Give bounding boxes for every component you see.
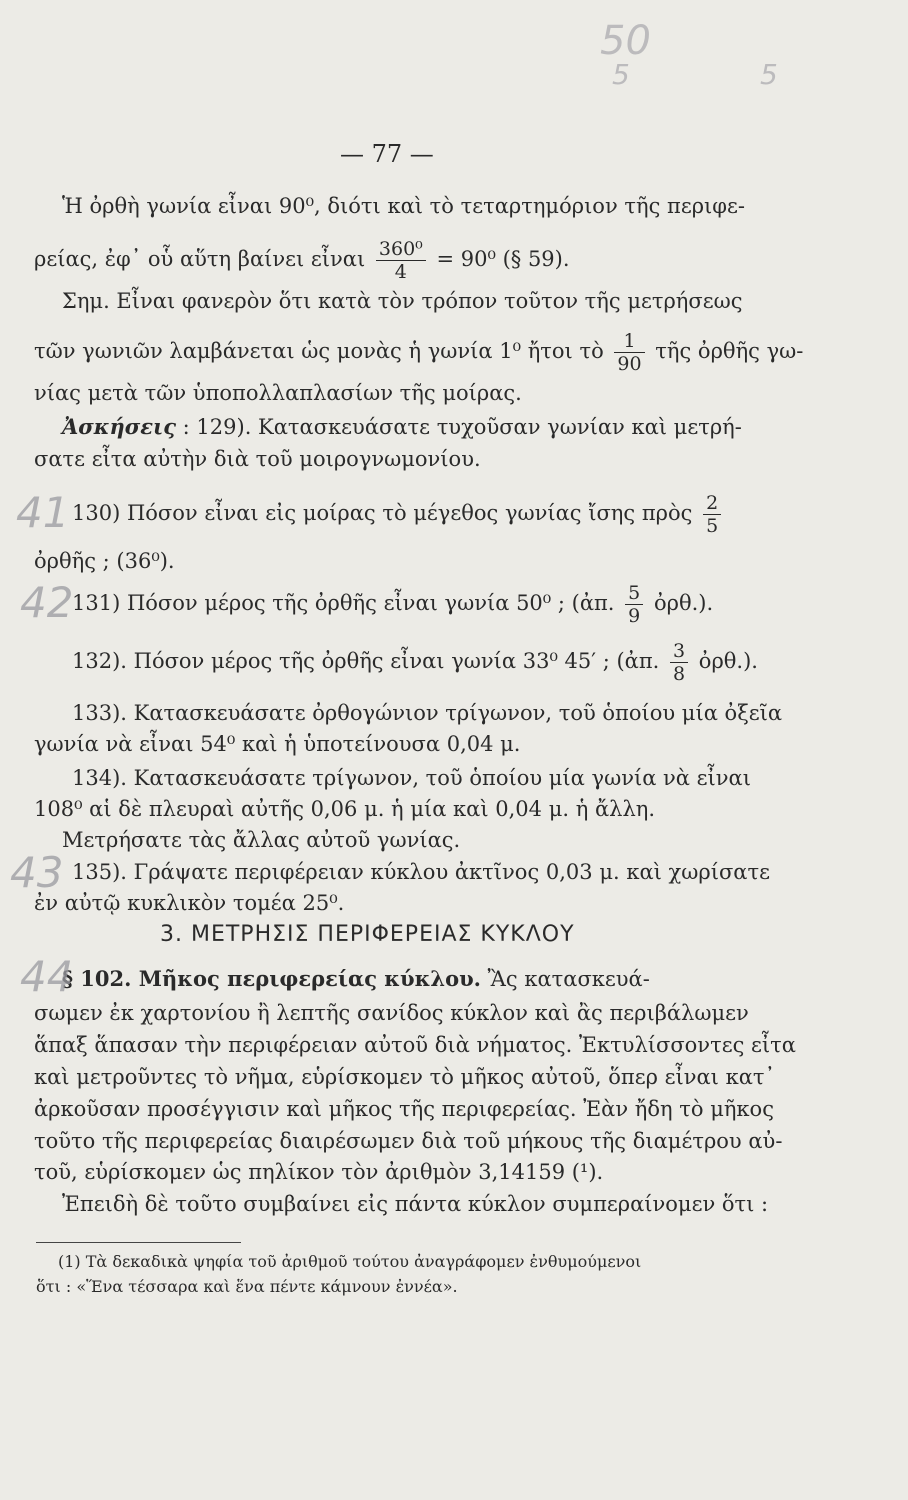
text-line: Ἡ ὀρθὴ γωνία εἶναι 90⁰, διότι καὶ τὸ τεταρτημόριον τῆς περιφε-	[62, 194, 745, 218]
margin-note: 41	[16, 488, 70, 537]
text-line	[34, 238, 570, 283]
fraction	[625, 582, 643, 627]
text-span: 132). Πόσον μέρος τῆς ὀρθῆς εἶναι γωνία 33⁰ 45′ ; (ἀπ.	[72, 649, 660, 673]
text-span: 130) Πόσον εἶναι εἰς μοίρας τὸ μέγεθος γωνίας ἴσης πρὸς	[72, 501, 693, 525]
text-span: = 90⁰ (§ 59).	[436, 247, 570, 271]
fraction-denominator: 5	[706, 515, 719, 537]
section-heading: § 102. Μῆκος περιφερείας κύκλου.	[62, 966, 481, 991]
text-line: τοῦ, εὑρίσκομεν ὡς πηλίκον τὸν ἀριθμὸν 3,14159 (¹).	[34, 1160, 604, 1184]
fraction	[703, 492, 721, 537]
margin-note: 42	[20, 578, 74, 627]
text-line: ὀρθῆς ; (36⁰).	[34, 549, 175, 573]
text-line: Ἐπειδὴ δὲ τοῦτο συμβαίνει εἰς πάντα κύκλον συμπεραίνομεν ὅτι :	[62, 1192, 769, 1216]
fraction	[376, 238, 426, 283]
text-line: ἐν αὐτῷ κυκλικὸν τομέα 25⁰.	[34, 891, 345, 915]
text-line: τοῦτο τῆς περιφερείας διαιρέσωμεν διὰ τοῦ μήκους τῆς διαμέτρου αὐ-	[34, 1129, 783, 1153]
corner-mark: 5	[760, 58, 778, 91]
text-line	[72, 582, 713, 627]
fraction-numerator: 3	[670, 640, 688, 663]
text-line: 133). Κατασκευάσατε ὀρθογώνιον τρίγωνον, τοῦ ὁποίου μία ὀξεῖα	[72, 701, 783, 725]
footnote-rule	[36, 1242, 241, 1243]
text-span: Ἂς κατασκευά-	[487, 967, 650, 991]
fraction	[670, 640, 688, 685]
margin-note: 43	[10, 848, 64, 897]
text-line: Σημ. Εἶναι φανερὸν ὅτι κατὰ τὸν τρόπον τοῦτον τῆς μετρήσεως	[62, 289, 743, 313]
text-line	[72, 492, 725, 537]
text-span: 131) Πόσον μέρος τῆς ὀρθῆς εἶναι γωνία 50⁰ ; (ἀπ.	[72, 591, 615, 615]
text-line: 134). Κατασκευάσατε τρίγωνον, τοῦ ὁποίου μία γωνία νὰ εἶναι	[72, 766, 751, 790]
text-line: σωμεν ἐκ χαρτονίου ἢ λεπτῆς σανίδος κύκλον καὶ ἂς περιβάλωμεν	[34, 1001, 749, 1025]
corner-mark: 50	[600, 18, 651, 64]
fraction-numerator: 5	[625, 582, 643, 605]
margin-note: 44	[20, 952, 74, 1001]
text-span: ὀρθ.).	[698, 649, 758, 673]
text-line	[72, 640, 758, 685]
text-span: ὀρθ.).	[653, 591, 714, 615]
text-line: σατε εἶτα αὐτὴν διὰ τοῦ μοιρογνωμονίου.	[34, 447, 481, 471]
corner-mark: 5	[612, 58, 630, 91]
footnote-line: ὅτι : «Ἕνα τέσσαρα καὶ ἕνα πέντε κάμνουν ἐννέα».	[36, 1277, 458, 1296]
fraction-numerator: 1	[614, 330, 644, 353]
section-title: 3. ΜΕΤΡΗΣΙΣ ΠΕΡΙΦΕΡΕΙΑΣ ΚΥΚΛΟΥ	[160, 922, 575, 947]
text-span: τῆς ὀρθῆς γω-	[655, 339, 804, 363]
fraction	[614, 330, 644, 375]
text-line: Μετρήσατε τὰς ἄλλας αὐτοῦ γωνίας.	[62, 828, 461, 852]
text-span: τῶν γωνιῶν λαμβάνεται ὡς μονὰς ἡ γωνία 1⁰ ἤτοι τὸ	[34, 339, 604, 363]
fraction-numerator: 2	[703, 492, 721, 515]
text-line	[62, 966, 650, 992]
text-line: 135). Γράψατε περιφέρειαν κύκλου ἀκτῖνος 0,03 μ. καὶ χωρίσατε	[72, 860, 770, 884]
text-line: νίας μετὰ τῶν ὑποπολλαπλασίων τῆς μοίρας.	[34, 381, 522, 405]
text-line: ἀρκοῦσαν προσέγγισιν καὶ μῆκος τῆς περιφερείας. Ἐὰν ἤδη τὸ μῆκος	[34, 1097, 774, 1121]
text-line: 108⁰ αἱ δὲ πλευραὶ αὐτῆς 0,06 μ. ἡ μία καὶ 0,04 μ. ἡ ἄλλη.	[34, 797, 656, 821]
text-line	[62, 414, 742, 440]
text-line: γωνία νὰ εἶναι 54⁰ καὶ ἡ ὑποτείνουσα 0,04 μ.	[34, 732, 521, 756]
text-line	[34, 330, 803, 375]
exercises-heading: Ἀσκήσεις	[62, 414, 176, 439]
text-span: : 129). Κατασκευάσατε τυχοῦσαν γωνίαν καὶ μετρή-	[182, 415, 742, 439]
fraction-denominator: 8	[673, 663, 686, 685]
fraction-denominator: 90	[617, 353, 642, 375]
fraction-numerator: 360⁰	[376, 238, 426, 261]
page-number: — 77 —	[340, 140, 434, 168]
text-span: ρείας, ἐφ᾽ οὗ αὕτη βαίνει εἶναι	[34, 247, 366, 271]
text-line: ἅπαξ ἅπασαν τὴν περιφέρειαν αὐτοῦ διὰ νήματος. Ἐκτυλίσσοντες εἶτα	[34, 1033, 796, 1057]
text-line: καὶ μετροῦντες τὸ νῆμα, εὑρίσκομεν τὸ μῆκος αὐτοῦ, ὅπερ εἶναι κατ᾽	[34, 1065, 776, 1089]
fraction-denominator: 4	[394, 261, 407, 283]
footnote-line: (1) Τὰ δεκαδικὰ ψηφία τοῦ ἀριθμοῦ τούτου ἀναγράφομεν ἐνθυμούμενοι	[58, 1252, 642, 1271]
fraction-denominator: 9	[628, 605, 641, 627]
